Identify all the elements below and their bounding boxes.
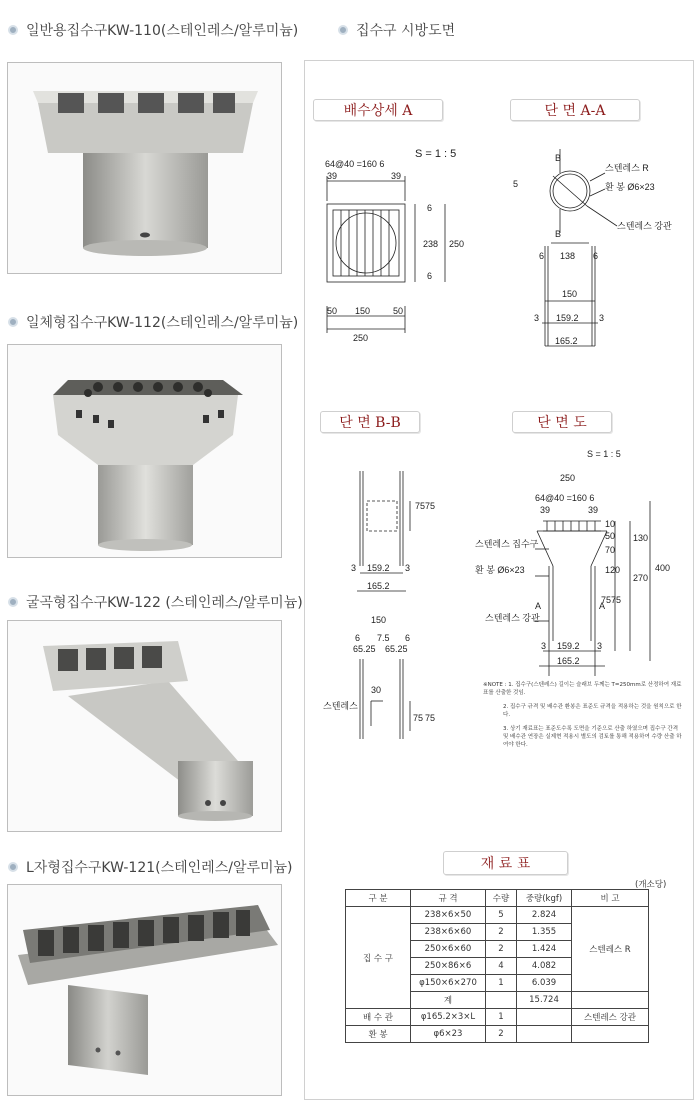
cell-spec: φ150×6×270 <box>411 975 486 992</box>
dim-s75a: 75 <box>601 595 612 605</box>
dim-238: 238 <box>423 239 439 249</box>
product-title-kw122 <box>8 592 303 612</box>
group-label: 집 수 구 <box>346 907 411 1009</box>
dim-aa1652: 165.2 <box>555 336 578 346</box>
dim-bb75: 7.5 <box>377 633 390 643</box>
dim-bb1652: 165.2 <box>367 581 390 591</box>
cell-qty: 2 <box>486 1026 517 1043</box>
dim-aa6b: 6 <box>593 251 599 261</box>
label-s-a2: A <box>599 601 606 611</box>
dim-150: 150 <box>355 306 371 316</box>
dim-50b: 50 <box>393 306 404 316</box>
product-title-text: 일반용집수구KW-110(스테인레스/알루미늄) <box>26 23 299 39</box>
materials-table <box>345 889 649 1043</box>
dim-five: 5 <box>513 179 519 189</box>
table-header-row <box>346 890 649 907</box>
tag-side-section: 단 면 도 <box>512 411 612 433</box>
product-title-text: 굴곡형집수구KW-122 (스테인레스/알루미늄) <box>26 595 303 611</box>
bullet-icon <box>338 25 348 35</box>
dim-bb3b: 3 <box>405 563 411 573</box>
dim-bb6b: 6 <box>405 633 411 643</box>
cell-qty: 5 <box>486 907 517 924</box>
dim-250v: 250 <box>449 239 465 249</box>
cell-spec: 238×6×50 <box>411 907 486 924</box>
dim-bb75c: 75 <box>413 713 424 723</box>
label-bb-ss: 스텐레스 <box>323 701 358 711</box>
scale-label-2: S = 1 : 5 <box>587 449 621 459</box>
cell-label: 환 봉 <box>346 1026 411 1043</box>
label-s-ring: 환 봉 Ø6×23 <box>475 565 525 575</box>
dim-s1652: 165.2 <box>557 656 580 666</box>
cell-note <box>572 1026 649 1043</box>
dim-250h: 250 <box>353 333 369 343</box>
dim-50a: 50 <box>327 306 338 316</box>
table-row <box>346 907 649 924</box>
dim-spitch: 64@40 =160 6 <box>535 493 595 503</box>
tag-detail-a: 배수상세 A <box>313 99 443 121</box>
dim-s270: 270 <box>633 573 649 583</box>
dim-s3b: 3 <box>597 641 603 651</box>
cell-label: 배 수 관 <box>346 1009 411 1026</box>
cell-spec: φ6×23 <box>411 1026 486 1043</box>
tag-section-aa: 단 면 A-A <box>510 99 640 121</box>
label-ss-pipe: 스텐레스 강관 <box>617 221 672 231</box>
dim-bb3a: 3 <box>351 563 357 573</box>
cell-weight <box>517 1009 572 1026</box>
cell-qty: 1 <box>486 975 517 992</box>
cell-spec: 238×6×60 <box>411 924 486 941</box>
dim-pitch: 64@40 =160 6 <box>325 159 385 169</box>
product-title-kw112 <box>8 312 298 332</box>
label-b-top: B <box>555 153 562 163</box>
dim-39b: 39 <box>391 171 402 181</box>
drawing-notes <box>483 681 683 749</box>
cell-weight: 15.724 <box>517 992 572 1009</box>
dim-6a: 6 <box>427 203 433 213</box>
materials-table-wrap <box>345 889 649 1043</box>
cell-weight: 4.082 <box>517 958 572 975</box>
drawing-panel <box>304 60 694 1100</box>
cell-qty: 1 <box>486 1009 517 1026</box>
dim-bb6525b: 65.25 <box>385 644 408 654</box>
note-1: ※NOTE : 1. 집수구(스텐레스) 길이는 슬래브 두께는 T=250mm로 산정하여 재료표를 산출한 것임. <box>483 682 682 696</box>
product-title-kw121 <box>8 857 293 877</box>
dim-39a: 39 <box>327 171 338 181</box>
dim-aa3a: 3 <box>534 313 540 323</box>
col-header: 구 분 <box>346 890 411 907</box>
tag-materials: 재 료 표 <box>443 851 568 875</box>
col-header: 규 격 <box>411 890 486 907</box>
cell-weight: 6.039 <box>517 975 572 992</box>
cell-weight: 2.824 <box>517 907 572 924</box>
cell-qty: 4 <box>486 958 517 975</box>
dim-bb75b: 75 <box>425 501 436 511</box>
dim-bb75a: 75 <box>415 501 426 511</box>
dim-aa6a: 6 <box>539 251 545 261</box>
label-s-a1: A <box>535 601 542 611</box>
dim-s120: 120 <box>605 565 621 575</box>
product-photo-kw110 <box>7 62 282 274</box>
dim-bb75d: 75 <box>425 713 436 723</box>
materials-unit: (개소당) <box>635 880 667 890</box>
label-ss-plate: 스텐레스 R <box>605 163 649 173</box>
col-header: 수량 <box>486 890 517 907</box>
collector-kw121-image <box>8 885 281 1095</box>
dim-s39b: 39 <box>588 505 599 515</box>
dim-s3a: 3 <box>541 641 547 651</box>
collector-kw112-image <box>8 345 281 557</box>
product-title-text: L자형집수구KW-121(스테인레스/알루미늄) <box>26 860 293 876</box>
product-title-text: 일체형집수구KW-112(스테인레스/알루미늄) <box>26 315 299 331</box>
label-b-bottom: B <box>555 229 562 239</box>
dim-bb6525a: 65.25 <box>353 644 376 654</box>
bullet-icon <box>8 597 18 607</box>
dim-aa150: 150 <box>562 289 578 299</box>
bullet-icon <box>8 317 18 327</box>
dim-s400: 400 <box>655 563 671 573</box>
dim-aa3b: 3 <box>599 313 605 323</box>
cell-weight: 1.424 <box>517 941 572 958</box>
bullet-icon <box>8 25 18 35</box>
product-photo-kw121 <box>7 884 282 1096</box>
col-header: 중량(kgf) <box>517 890 572 907</box>
table-row <box>346 1026 649 1043</box>
cell-qty <box>486 992 517 1009</box>
note-2: 2. 집수구 규격 및 배수관 환봉은 표준도 규격을 적용하는 것을 원칙으로 한다. <box>503 704 682 718</box>
dim-6b: 6 <box>427 271 433 281</box>
dim-s250: 250 <box>560 473 576 483</box>
dim-s1592: 159.2 <box>557 641 580 651</box>
note-3: 3. 상기 재료표는 표준도수록 도면을 기준으로 산출 하였으며 집수구 간격 및 배수관 연장은 실제현 적용시 별도의 검토를 통해 적용하여 수량 산출 하여야 한다. <box>503 726 682 748</box>
cell-spec: φ165.2×3×L <box>411 1009 486 1026</box>
cell-spec: 계 <box>411 992 486 1009</box>
dim-s50: 50 <box>605 531 616 541</box>
collector-kw122-image <box>8 621 281 831</box>
tag-section-bb: 단 면 B-B <box>320 411 420 433</box>
cell-spec: 250×86×6 <box>411 958 486 975</box>
cell-weight <box>517 1026 572 1043</box>
product-photo-kw122 <box>7 620 282 832</box>
group-note: 스텐레스 R <box>572 907 649 992</box>
drawing-title <box>338 20 455 40</box>
dim-bb1592: 159.2 <box>367 563 390 573</box>
cell-spec: 250×6×60 <box>411 941 486 958</box>
dim-aa1592: 159.2 <box>556 313 579 323</box>
cell-note <box>572 992 649 1009</box>
drawing-title-text: 집수구 시방도면 <box>356 23 456 39</box>
dim-bb6a: 6 <box>355 633 361 643</box>
dim-s70: 70 <box>605 545 616 555</box>
dim-s10: 10 <box>605 519 616 529</box>
cell-weight: 1.355 <box>517 924 572 941</box>
dim-s75b: 75 <box>611 595 622 605</box>
label-s-collector: 스텐레스 집수구 <box>475 539 539 549</box>
dim-s130: 130 <box>633 533 649 543</box>
dim-bb30: 30 <box>371 685 382 695</box>
cell-qty: 2 <box>486 924 517 941</box>
col-header: 비 고 <box>572 890 649 907</box>
dim-s39a: 39 <box>540 505 551 515</box>
cell-note: 스텐레스 강관 <box>572 1009 649 1026</box>
dim-bb150: 150 <box>371 615 387 625</box>
scale-label-1: S = 1 : 5 <box>415 148 457 160</box>
cell-qty: 2 <box>486 941 517 958</box>
collector-kw110-image <box>8 63 281 273</box>
table-row <box>346 1009 649 1026</box>
product-photo-kw112 <box>7 344 282 558</box>
label-s-pipe: 스텐레스 강관 <box>485 613 540 623</box>
label-ring-bar: 환 봉 Ø6×23 <box>605 182 655 192</box>
bullet-icon <box>8 862 18 872</box>
dim-aa138: 138 <box>560 251 576 261</box>
product-title-kw110 <box>8 20 298 40</box>
